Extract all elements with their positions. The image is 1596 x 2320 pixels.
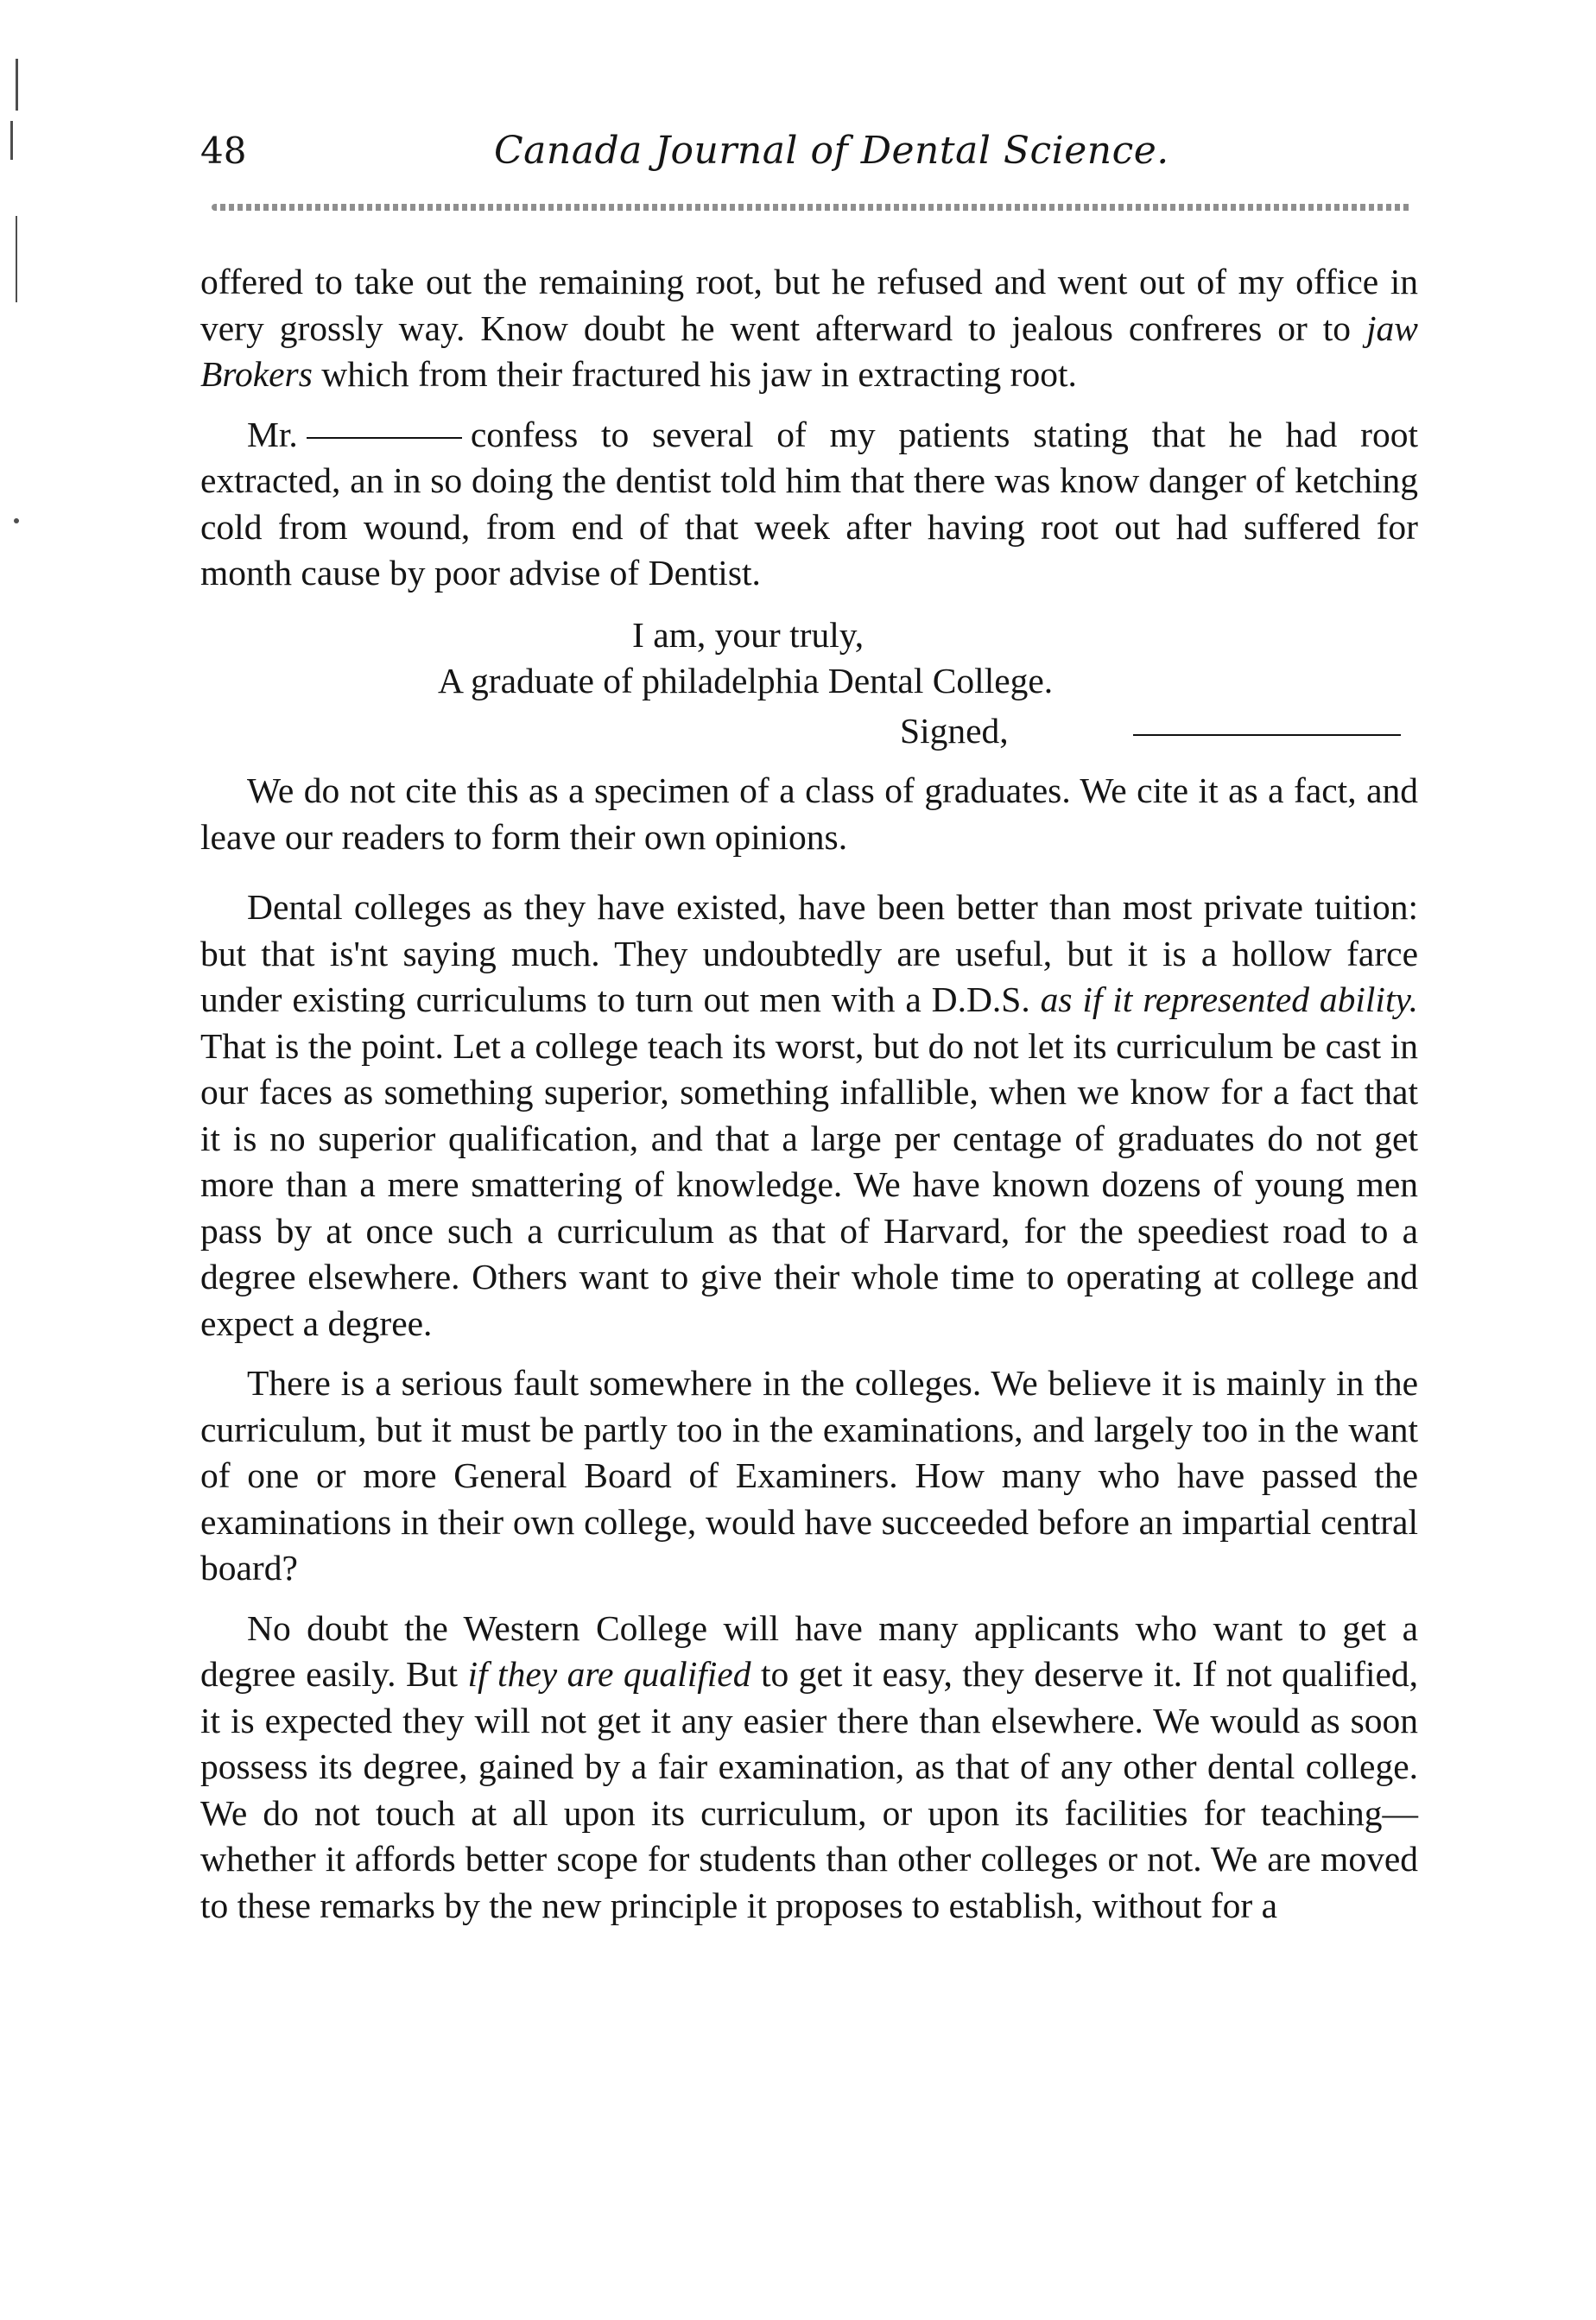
paragraph-6-italic: if they are qualified	[467, 1654, 751, 1694]
paragraph-1	[200, 259, 1418, 398]
closing-salutation: I am, your truly,	[632, 614, 864, 655]
margin-scan-mark	[16, 59, 18, 111]
paragraph-1-text: offered to take out the remaining root, but he refused and went out of my office in very grossly way. Know doubt he went afterward to jealous confreres or to	[200, 262, 1418, 348]
page-number: 48	[200, 130, 247, 172]
paragraph-6-start: No doubt the Western College will have many applicants who want to get a degree easily. But	[200, 1607, 1418, 1694]
signature-line	[1133, 734, 1401, 736]
paragraph-2-text: confess to several of my patients stating that he had root extracted, an in so doing the dentist told him that there was know danger of ketching cold from wound, from end of that week after having root out had suffered for month cause by poor advise of Dentist.	[200, 414, 1418, 593]
name-redaction-line	[307, 437, 462, 439]
paragraph-5: There is a serious fault somewhere in the colleges. We believe it is mainly in the curriculum, but it must be partly too in the examinations, and largely too in the want of one or more General Board of Examiners. How many who have passed the examinations in their own college, would have succeeded before an impartial central board?	[200, 1363, 1418, 1588]
paragraph-2-mr: Mr.	[247, 414, 298, 454]
paragraph-4-start: Dental colleges as they have existed, have been better than most private tuition: but that is'nt saying much. They undoubtedly are useful, but it is a hollow farce under existing curriculums to turn out men with a D.D.S.	[200, 887, 1418, 1019]
page-header	[200, 125, 1418, 186]
paragraph-4	[200, 884, 1418, 1347]
margin-scan-mark	[16, 216, 17, 302]
paragraph-6	[200, 1606, 1418, 1930]
article-body	[200, 259, 1418, 1929]
paragraph-1-italic: jaw Brokers	[200, 307, 1418, 394]
paragraph-2	[200, 412, 1418, 597]
closing-block	[200, 612, 1418, 755]
paragraph-1-tail: which from their fractured his jaw in extracting root.	[321, 354, 1077, 394]
closing-signed-label: Signed,	[900, 710, 1009, 751]
margin-scan-mark	[10, 121, 13, 160]
closing-signed	[200, 708, 1418, 755]
paragraph-3: We do not cite this as a specimen of a class of graduates. We cite it as a fact, and leave our readers to form their own opinions.	[200, 770, 1418, 857]
header-ornament-rule	[212, 204, 1412, 211]
running-title: Canada Journal of Dental Science.	[494, 129, 1169, 173]
closing-graduate: A graduate of philadelphia Dental College.	[438, 661, 1054, 700]
paragraph-6-end: to get it easy, they deserve it. If not qualified, it is expected they will not get it any easier there than elsewhere. We would as soon possess its degree, gained by a fair examination, as that of any other dental college. We do not touch at all upon its curriculum, or upon its facilities for teaching—whether it affords better scope for students than other colleges or not. We are moved to these remarks by the new principle it proposes to establish, without for a	[200, 1654, 1419, 1925]
paragraph-4-italic: as if it represented ability.	[1040, 979, 1418, 1019]
margin-dot	[14, 518, 19, 523]
paragraph-4-end: That is the point. Let a college teach its worst, but do not let its curriculum be cast in our faces as something superior, something infallible, when we know for a fact that it is no superior qualification, and that a large per centage of graduates do not get more than a mere smattering of knowledge. We have known dozens of young men pass by at once such a curriculum as that of Harvard, for the speediest road to a degree elsewhere. Others want to give their whole time to operating at college and expect a degree.	[200, 1025, 1418, 1343]
